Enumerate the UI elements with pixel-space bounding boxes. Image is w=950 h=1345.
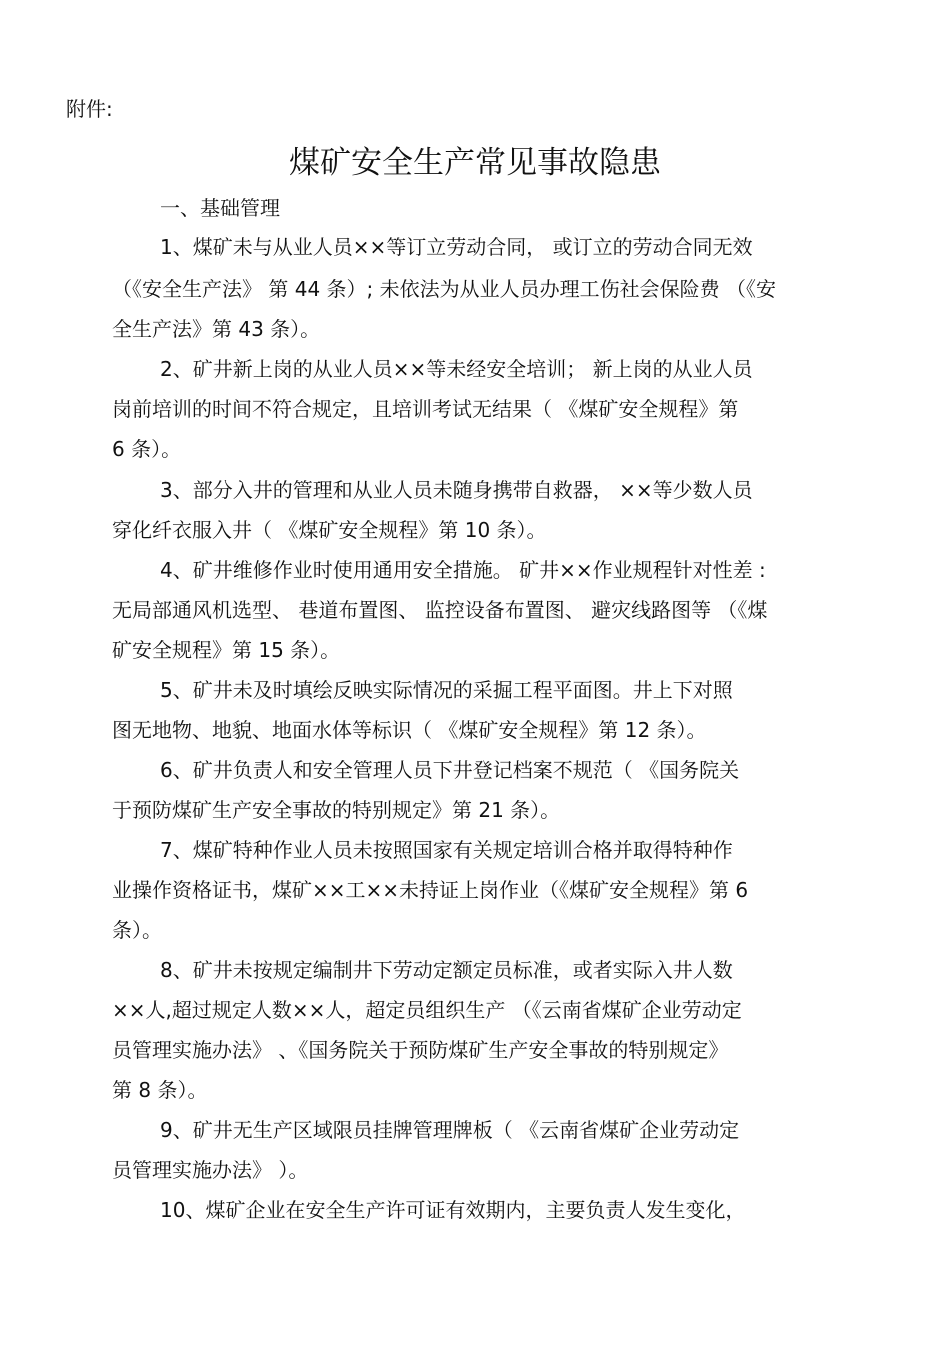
item-5-line-1: 5、矿井未及时填绘反映实际情况的采掘工程平面图。井上下对照	[160, 678, 733, 702]
item-9-line-1: 9、矿井无生产区域限员挂牌管理牌板（ 《云南省煤矿企业劳动定	[160, 1118, 740, 1142]
item-7-line-3: 条）。	[112, 918, 162, 942]
item-8-line-4: 第 8 条）。	[112, 1078, 208, 1102]
item-6-line-1: 6、矿井负责人和安全管理人员下井登记档案不规范（ 《国务院关	[160, 758, 740, 782]
item-4-line-3: 矿安全规程》第 15 条）。	[112, 638, 341, 662]
item-9-line-2: 员管理实施办法》 ）。	[112, 1158, 309, 1182]
item-3-line-1: 3、部分入井的管理和从业人员未随身携带自救器， ××等少数人员	[160, 478, 753, 502]
item-8-line-3: 员管理实施办法》 、《国务院关于预防煤矿生产安全事故的特别规定》	[112, 1038, 729, 1062]
item-10-line-1: 10、煤矿企业在安全生产许可证有效期内，主要负责人发生变化，	[160, 1198, 746, 1222]
item-8-line-1: 8、矿井未按规定编制井下劳动定额定员标准，或者实际入井人数	[160, 958, 733, 982]
item-1-line-1: 1、煤矿未与从业人员××等订立劳动合同， 或订立的劳动合同无效	[160, 235, 753, 259]
item-5-line-2: 图无地物、地貌、地面水体等标识（ 《煤矿安全规程》第 12 条）。	[112, 718, 707, 742]
item-2-line-2: 岗前培训的时间不符合规定，且培训考试无结果（ 《煤矿安全规程》第	[112, 397, 739, 421]
item-2-line-1: 2、矿井新上岗的从业人员××等未经安全培训； 新上岗的从业人员	[160, 357, 753, 381]
item-1-line-3: 全生产法》第 43 条）。	[112, 317, 321, 341]
item-7-line-1: 7、煤矿特种作业人员未按照国家有关规定培训合格并取得特种作	[160, 838, 733, 862]
document-title: 煤矿安全生产常见事故隐患	[289, 145, 661, 181]
item-6-line-2: 于预防煤矿生产安全事故的特别规定》第 21 条）。	[112, 798, 561, 822]
attachment-label: 附件:	[66, 97, 113, 121]
item-4-line-1: 4、矿井维修作业时使用通用安全措施。 矿井××作业规程针对性差 :	[160, 558, 766, 582]
section-heading: 一、基础管理	[160, 196, 280, 220]
item-3-line-2: 穿化纤衣服入井（ 《煤矿安全规程》第 10 条）。	[112, 518, 547, 542]
item-7-line-2: 业操作资格证书，煤矿××工××未持证上岗作业（《煤矿安全规程》第 6	[112, 878, 749, 902]
item-1-line-2: （《安全生产法》 第 44 条）; 未依法为从业人员办理工伤社会保险费 （《安	[112, 277, 776, 301]
item-8-line-2: ××人,超过规定人数××人，超定员组织生产 （《云南省煤矿企业劳动定	[112, 998, 742, 1022]
item-2-line-3: 6 条）。	[112, 437, 182, 461]
item-4-line-2: 无局部通风机选型、 巷道布置图、 监控设备布置图、 避灾线路图等 （《煤	[112, 598, 768, 622]
